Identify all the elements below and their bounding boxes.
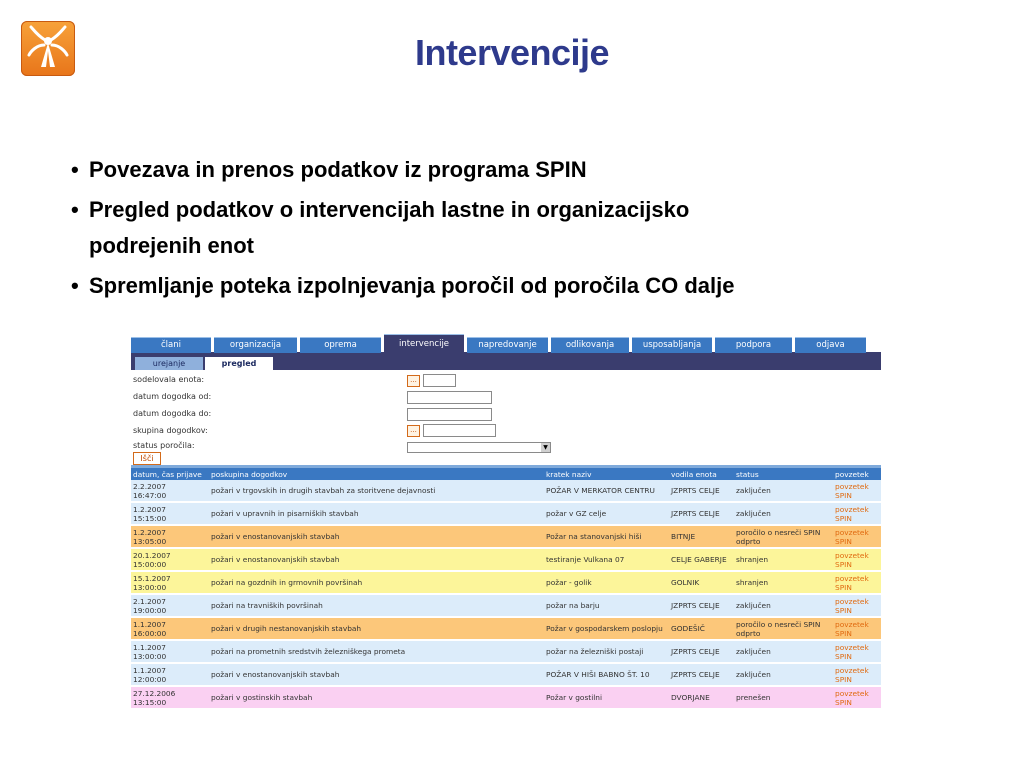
bullet-text: Spremljanje poteka izpolnjevanja poročil od poročila CO dalje [89, 273, 735, 298]
cell-unit [669, 480, 734, 502]
date-to-input[interactable] [407, 408, 492, 421]
cell-unit-line: JZPRTS CELJE [671, 647, 720, 656]
cell-group-line: požari na travniških površinah [211, 601, 323, 610]
unit-input[interactable] [423, 374, 456, 387]
bullet-item [71, 190, 734, 230]
cell-unit [669, 594, 734, 617]
cell-summary-link[interactable] [833, 640, 881, 663]
bullet-text: Povezava in prenos podatkov iz programa SPIN [89, 157, 587, 182]
cell-datetime-line: 13:15:00 [133, 697, 167, 707]
cell-datetime-line: 16:47:00 [133, 490, 167, 500]
cell-summary-link[interactable] [833, 502, 881, 525]
cell-short-name [544, 640, 669, 663]
cell-datetime-line: 2.2.2007 [133, 481, 166, 491]
cell-status-line: odprto [736, 536, 761, 546]
cell-status-line: prenešen [736, 693, 771, 702]
table-row[interactable] [131, 640, 881, 663]
cell-datetime-line: 19:00:00 [133, 605, 167, 615]
cell-group-line: požari na prometnih sredstvih železniškega prometa [211, 647, 406, 656]
cell-datetime-line: 1.1.2007 [133, 619, 166, 629]
table-row[interactable] [131, 502, 881, 525]
table-row[interactable] [131, 663, 881, 686]
cell-status-line: odprto [736, 628, 761, 638]
cell-unit-line: JZPRTS CELJE [671, 601, 720, 610]
cell-status-line: poročilo o nesreči SPIN [736, 619, 821, 629]
label-datum-od: datum dogodka od: [133, 392, 212, 401]
cell-short-name [544, 502, 669, 525]
column-header[interactable]: povzetek [833, 467, 881, 481]
table-row[interactable] [131, 525, 881, 548]
cell-group [209, 480, 544, 502]
group-input[interactable] [423, 424, 496, 437]
tab-podpora[interactable]: podpora [715, 337, 792, 353]
date-from-input[interactable] [407, 391, 492, 404]
bullet-item [71, 266, 734, 306]
tab-organizacija[interactable]: organizacija [214, 337, 297, 353]
cell-status [734, 571, 833, 594]
cell-status [734, 502, 833, 525]
cell-unit [669, 663, 734, 686]
cell-short-name [544, 594, 669, 617]
cell-group-line: požari v enostanovanjskih stavbah [211, 670, 340, 679]
cell-datetime-line: 12:00:00 [133, 674, 167, 684]
cell-summary-link-line[interactable]: povzetek [835, 481, 869, 491]
cell-unit-line: GOLNIK [671, 578, 700, 587]
bullet-continuation: podrejenih enot [89, 233, 254, 258]
cell-group-line: požari v enostanovanjskih stavbah [211, 555, 340, 564]
cell-datetime-line: 13:05:00 [133, 536, 167, 546]
table-row[interactable] [131, 594, 881, 617]
cell-group [209, 502, 544, 525]
table-row[interactable] [131, 571, 881, 594]
cell-group [209, 686, 544, 709]
filter-form [131, 370, 881, 465]
label-skupina-dogodkov: skupina dogodkov: [133, 426, 208, 435]
bullet-text: Pregled podatkov o intervencijah lastne in organizacijsko [89, 197, 690, 222]
cell-summary-link-line[interactable]: povzetek [835, 527, 869, 537]
cell-short-name-line: požar na železniški postaji [546, 647, 644, 656]
cell-datetime-line: 1.2.2007 [133, 527, 166, 537]
label-status-porocila: status poročila: [133, 441, 195, 450]
cell-status [734, 686, 833, 709]
cell-datetime [131, 480, 209, 502]
cell-summary-link-line[interactable]: povzetek [835, 573, 869, 583]
cell-group [209, 663, 544, 686]
column-header[interactable]: datum, čas prijave [131, 467, 209, 481]
cell-datetime [131, 594, 209, 617]
bullet-dot-icon: • [71, 197, 79, 222]
chevron-down-icon: ▼ [541, 443, 550, 452]
bullet-list [71, 150, 734, 306]
cell-summary-link[interactable] [833, 480, 881, 502]
cell-datetime-line: 1.1.2007 [133, 665, 166, 675]
cell-status-line: poročilo o nesreči SPIN [736, 527, 821, 537]
cell-datetime [131, 548, 209, 571]
cell-datetime [131, 663, 209, 686]
cell-summary-link[interactable] [833, 594, 881, 617]
cell-datetime-line: 2.1.2007 [133, 596, 166, 606]
cell-summary-link-line[interactable]: povzetek [835, 619, 869, 629]
cell-summary-link[interactable] [833, 663, 881, 686]
cell-summary-link[interactable] [833, 525, 881, 548]
cell-group [209, 617, 544, 640]
cell-group [209, 525, 544, 548]
cell-short-name [544, 525, 669, 548]
cell-group [209, 594, 544, 617]
cell-unit [669, 502, 734, 525]
cell-group [209, 548, 544, 571]
cell-short-name-line: požar v GZ celje [546, 509, 607, 518]
tab-intervencije[interactable]: intervencije [384, 334, 464, 353]
cell-unit [669, 686, 734, 709]
cell-unit [669, 525, 734, 548]
tab-clani[interactable]: člani [131, 337, 211, 353]
cell-summary-link[interactable] [833, 548, 881, 571]
cell-short-name-line: požar na barju [546, 601, 600, 610]
cell-short-name [544, 548, 669, 571]
cell-datetime [131, 617, 209, 640]
app-screenshot [131, 334, 881, 710]
tab-oprema[interactable]: oprema [300, 337, 381, 353]
cell-group-line: požari v gostinskih stavbah [211, 693, 313, 702]
cell-short-name [544, 480, 669, 502]
cell-summary-link-line[interactable]: povzetek [835, 504, 869, 514]
cell-summary-link-line[interactable]: SPIN [835, 651, 852, 661]
cell-status-line: zaključen [736, 647, 771, 656]
cell-status [734, 548, 833, 571]
cell-status [734, 594, 833, 617]
cell-status [734, 640, 833, 663]
cell-status-line: shranjen [736, 555, 769, 564]
cell-datetime-line: 1.2.2007 [133, 504, 166, 514]
cell-summary-link[interactable] [833, 617, 881, 640]
cell-summary-link-line[interactable]: SPIN [835, 605, 852, 615]
cell-short-name-line: Požar v gostilni [546, 693, 603, 702]
cell-unit-line: JZPRTS CELJE [671, 486, 720, 495]
cell-datetime-line: 13:00:00 [133, 582, 167, 592]
cell-datetime [131, 686, 209, 709]
cell-summary-link-line[interactable]: SPIN [835, 674, 852, 684]
column-header[interactable]: poskupina dogodkov [209, 467, 544, 481]
tab-napredovanje[interactable]: napredovanje [467, 337, 548, 353]
cell-group-line: požari v drugih nestanovanjskih stavbah [211, 624, 362, 633]
bullet-dot-icon: • [71, 157, 79, 182]
cell-summary-link-line[interactable]: SPIN [835, 628, 852, 638]
cell-short-name-line: POŽAR V MERKATOR CENTRU [546, 486, 655, 495]
cell-short-name [544, 663, 669, 686]
subnav-bar [131, 352, 881, 370]
cell-unit [669, 617, 734, 640]
cell-summary-link-line[interactable]: povzetek [835, 665, 869, 675]
tab-odjava[interactable]: odjava [795, 337, 866, 353]
cell-summary-link-line[interactable]: SPIN [835, 536, 852, 546]
cell-datetime [131, 640, 209, 663]
page-title: Intervencije [414, 32, 610, 73]
label-datum-do: datum dogodka do: [133, 409, 212, 418]
cell-summary-link-line[interactable]: povzetek [835, 550, 869, 560]
cell-short-name-line: POŽAR V HIŠI BABNO ŠT. 10 [546, 670, 650, 679]
cell-status [734, 525, 833, 548]
cell-datetime-line: 16:00:00 [133, 628, 167, 638]
cell-datetime-line: 1.1.2007 [133, 642, 166, 652]
cell-summary-link-line[interactable]: SPIN [835, 559, 852, 569]
cell-datetime-line: 20.1.2007 [133, 550, 171, 560]
cell-unit [669, 571, 734, 594]
cell-unit-line: JZPRTS CELJE [671, 509, 720, 518]
cell-unit-line: GODEŠIČ [671, 624, 705, 633]
bullet-dot-icon: • [71, 273, 79, 298]
cell-datetime-line: 15:00:00 [133, 559, 167, 569]
cell-short-name-line: testiranje Vulkana 07 [546, 555, 625, 564]
cell-status-line: zaključen [736, 509, 771, 518]
cell-summary-link-line[interactable]: SPIN [835, 513, 852, 523]
cell-datetime-line: 15.1.2007 [133, 573, 171, 583]
cell-status-line: zaključen [736, 486, 771, 495]
cell-unit-line: JZPRTS CELJE [671, 670, 720, 679]
cell-group-line: požari v enostanovanjskih stavbah [211, 532, 340, 541]
cell-group-line: požari na gozdnih in grmovnih površinah [211, 578, 363, 587]
table-row[interactable] [131, 480, 881, 502]
interventions-table [131, 465, 881, 710]
cell-group [209, 640, 544, 663]
cell-group-line: požari v trgovskih in drugih stavbah za storitvene dejavnosti [211, 486, 436, 495]
table-row[interactable] [131, 686, 881, 709]
table-header-row [131, 467, 881, 481]
subtab-pregled[interactable]: pregled [205, 357, 273, 370]
cell-datetime [131, 571, 209, 594]
tab-usposabljanja[interactable]: usposabljanja [632, 337, 712, 353]
cell-summary-link-line[interactable]: SPIN [835, 582, 852, 592]
table-row[interactable] [131, 617, 881, 640]
search-button[interactable]: Išči [133, 452, 161, 465]
status-select[interactable] [407, 442, 551, 453]
cell-summary-link-line[interactable]: povzetek [835, 688, 869, 698]
bullet-item [71, 150, 734, 190]
cell-short-name-line: požar - golik [546, 578, 592, 587]
subtab-urejanje[interactable]: urejanje [135, 357, 203, 370]
cell-summary-link[interactable] [833, 686, 881, 709]
cell-summary-link-line[interactable]: povzetek [835, 596, 869, 606]
cell-status [734, 480, 833, 502]
cell-status-line: shranjen [736, 578, 769, 587]
cell-status-line: zaključen [736, 601, 771, 610]
cell-unit [669, 548, 734, 571]
cell-group [209, 571, 544, 594]
column-header[interactable]: vodila enota [669, 467, 734, 481]
cell-summary-link-line[interactable]: SPIN [835, 697, 852, 707]
tab-odlikovanja[interactable]: odlikovanja [551, 337, 629, 353]
unit-picker-button[interactable]: ... [407, 375, 420, 387]
column-header[interactable]: kratek naziv [544, 467, 669, 481]
cell-status [734, 663, 833, 686]
cell-short-name-line: Požar v gospodarskem poslopju [546, 624, 663, 633]
main-tabs [131, 334, 881, 352]
cell-datetime-line: 15:15:00 [133, 513, 167, 523]
cell-unit-line: DVORJANE [671, 693, 710, 702]
column-header[interactable]: status [734, 467, 833, 481]
table-row[interactable] [131, 548, 881, 571]
cell-summary-link-line[interactable]: SPIN [835, 490, 852, 500]
cell-short-name-line: Požar na stanovanjski hiši [546, 532, 642, 541]
cell-status-line: zaključen [736, 670, 771, 679]
cell-summary-link[interactable] [833, 571, 881, 594]
cell-short-name [544, 617, 669, 640]
cell-datetime-line: 13:00:00 [133, 651, 167, 661]
cell-unit [669, 640, 734, 663]
cell-group-line: požari v upravnih in pisarniških stavbah [211, 509, 359, 518]
cell-datetime-line: 27.12.2006 [133, 688, 176, 698]
cell-unit-line: BITNJE [671, 532, 696, 541]
cell-short-name [544, 571, 669, 594]
cell-short-name [544, 686, 669, 709]
cell-datetime [131, 525, 209, 548]
group-picker-button[interactable]: ... [407, 425, 420, 437]
cell-datetime [131, 502, 209, 525]
cell-status [734, 617, 833, 640]
cell-unit-line: CELJE GABERJE [671, 555, 727, 564]
label-sodelovala-enota: sodelovala enota: [133, 375, 205, 384]
cell-summary-link-line[interactable]: povzetek [835, 642, 869, 652]
